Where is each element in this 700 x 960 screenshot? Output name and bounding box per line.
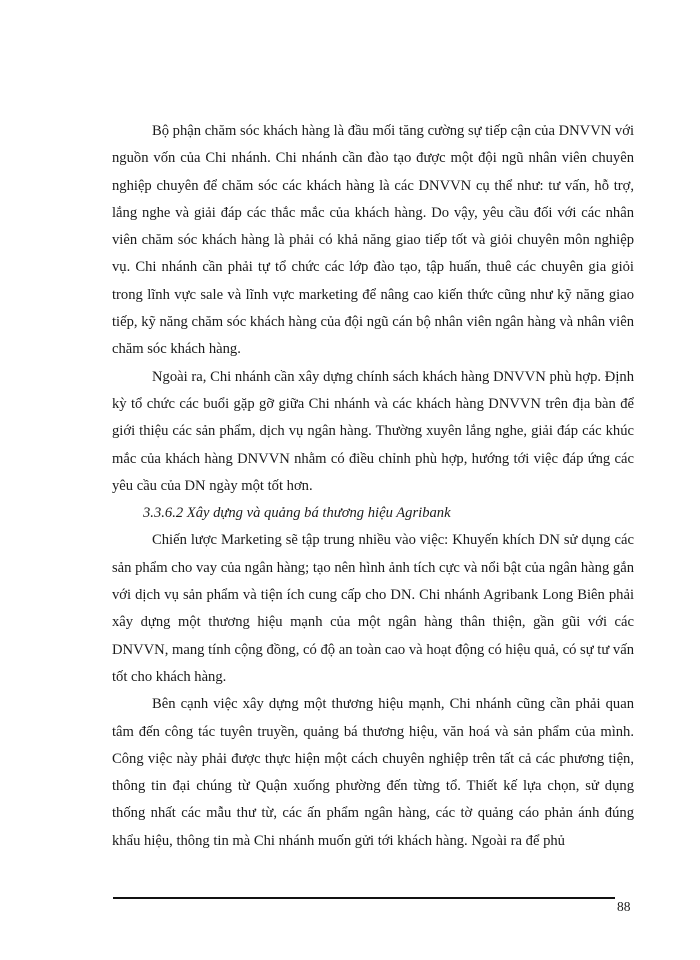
- page-number: 88: [617, 899, 631, 914]
- footer-rule: [113, 897, 615, 899]
- paragraph-customer-policy: Ngoài ra, Chi nhánh cần xây dựng chính sách khách hàng DNVVN phù hợp. Định kỳ tổ chức các buổi gặp gỡ giữa Chi nhánh và các khách hàng DNVVN trên địa bàn để giới thiệu các sản phẩm, dịch vụ ngân hàng. Thường xuyên lắng nghe, giải đáp các khúc mắc của khách hàng DNVVN nhằm có điều chỉnh phù hợp, hướng tới việc đáp ứng các yêu cầu của DN ngày một tốt hơn.: [112, 368, 634, 494]
- paragraph-marketing-strategy: Chiến lược Marketing sẽ tập trung nhiều vào việc: Khuyến khích DN sử dụng các sản phẩm cho vay của ngân hàng; tạo nên hình ảnh tích cực và nổi bật của ngân hàng gắn với dịch vụ sản phẩm và tiện ích cung cấp cho DN. Chi nhánh Agribank Long Biên phải xây dựng một thương hiệu mạnh của một ngân hàng thân thiện, gần gũi với các DNVVN, mang tính cộng đồng, có độ an toàn cao và hoạt động có hiệu quả, có sự tư vấn tốt cho khách hàng.: [112, 532, 634, 685]
- body-text: [112, 118, 634, 855]
- paragraph-brand-promotion: Bên cạnh việc xây dựng một thương hiệu mạnh, Chi nhánh cũng cần phải quan tâm đến công tác tuyên truyền, quảng bá thương hiệu, văn hoá và sản phẩm của mình. Công việc này phải được thực hiện một cách chuyên nghiệp trên tất cả các phương tiện, thông tin đại chúng từ Quận xuống phường đến từng tổ. Thiết kế lựa chọn, sử dụng thống nhất các mẫu thư từ, các ấn phẩm ngân hàng, các tờ quảng cáo phản ánh đúng khẩu hiệu, thông tin mà Chi nhánh muốn gửi tới khách hàng. Ngoài ra để phủ: [112, 696, 634, 849]
- section-heading: 3.3.6.2 Xây dựng và quảng bá thương hiệu Agribank: [143, 505, 451, 522]
- paragraph-customer-care: Bộ phận chăm sóc khách hàng là đầu mối tăng cường sự tiếp cận của DNVVN với nguồn vốn của Chi nhánh. Chi nhánh cần đào tạo được một đội ngũ nhân viên chuyên nghiệp chuyên để chăm sóc các khách hàng là các DNVVN cụ thể như: tư vấn, hỗ trợ, lắng nghe và giải đáp các thắc mắc của khách hàng. Do vậy, yêu cầu đối với các nhân viên chăm sóc khách hàng là phải có khả năng giao tiếp tốt và giỏi chuyên môn nghiệp vụ. Chi nhánh cần phải tự tổ chức các lớp đào tạo, tập huấn, thuê các chuyên gia giỏi trong lĩnh vực sale và lĩnh vực marketing để nâng cao kiến thức cũng như kỹ năng giao tiếp, kỹ năng chăm sóc khách hàng của đội ngũ cán bộ nhân viên ngân hàng và nhân viên chăm sóc khách hàng.: [112, 123, 634, 358]
